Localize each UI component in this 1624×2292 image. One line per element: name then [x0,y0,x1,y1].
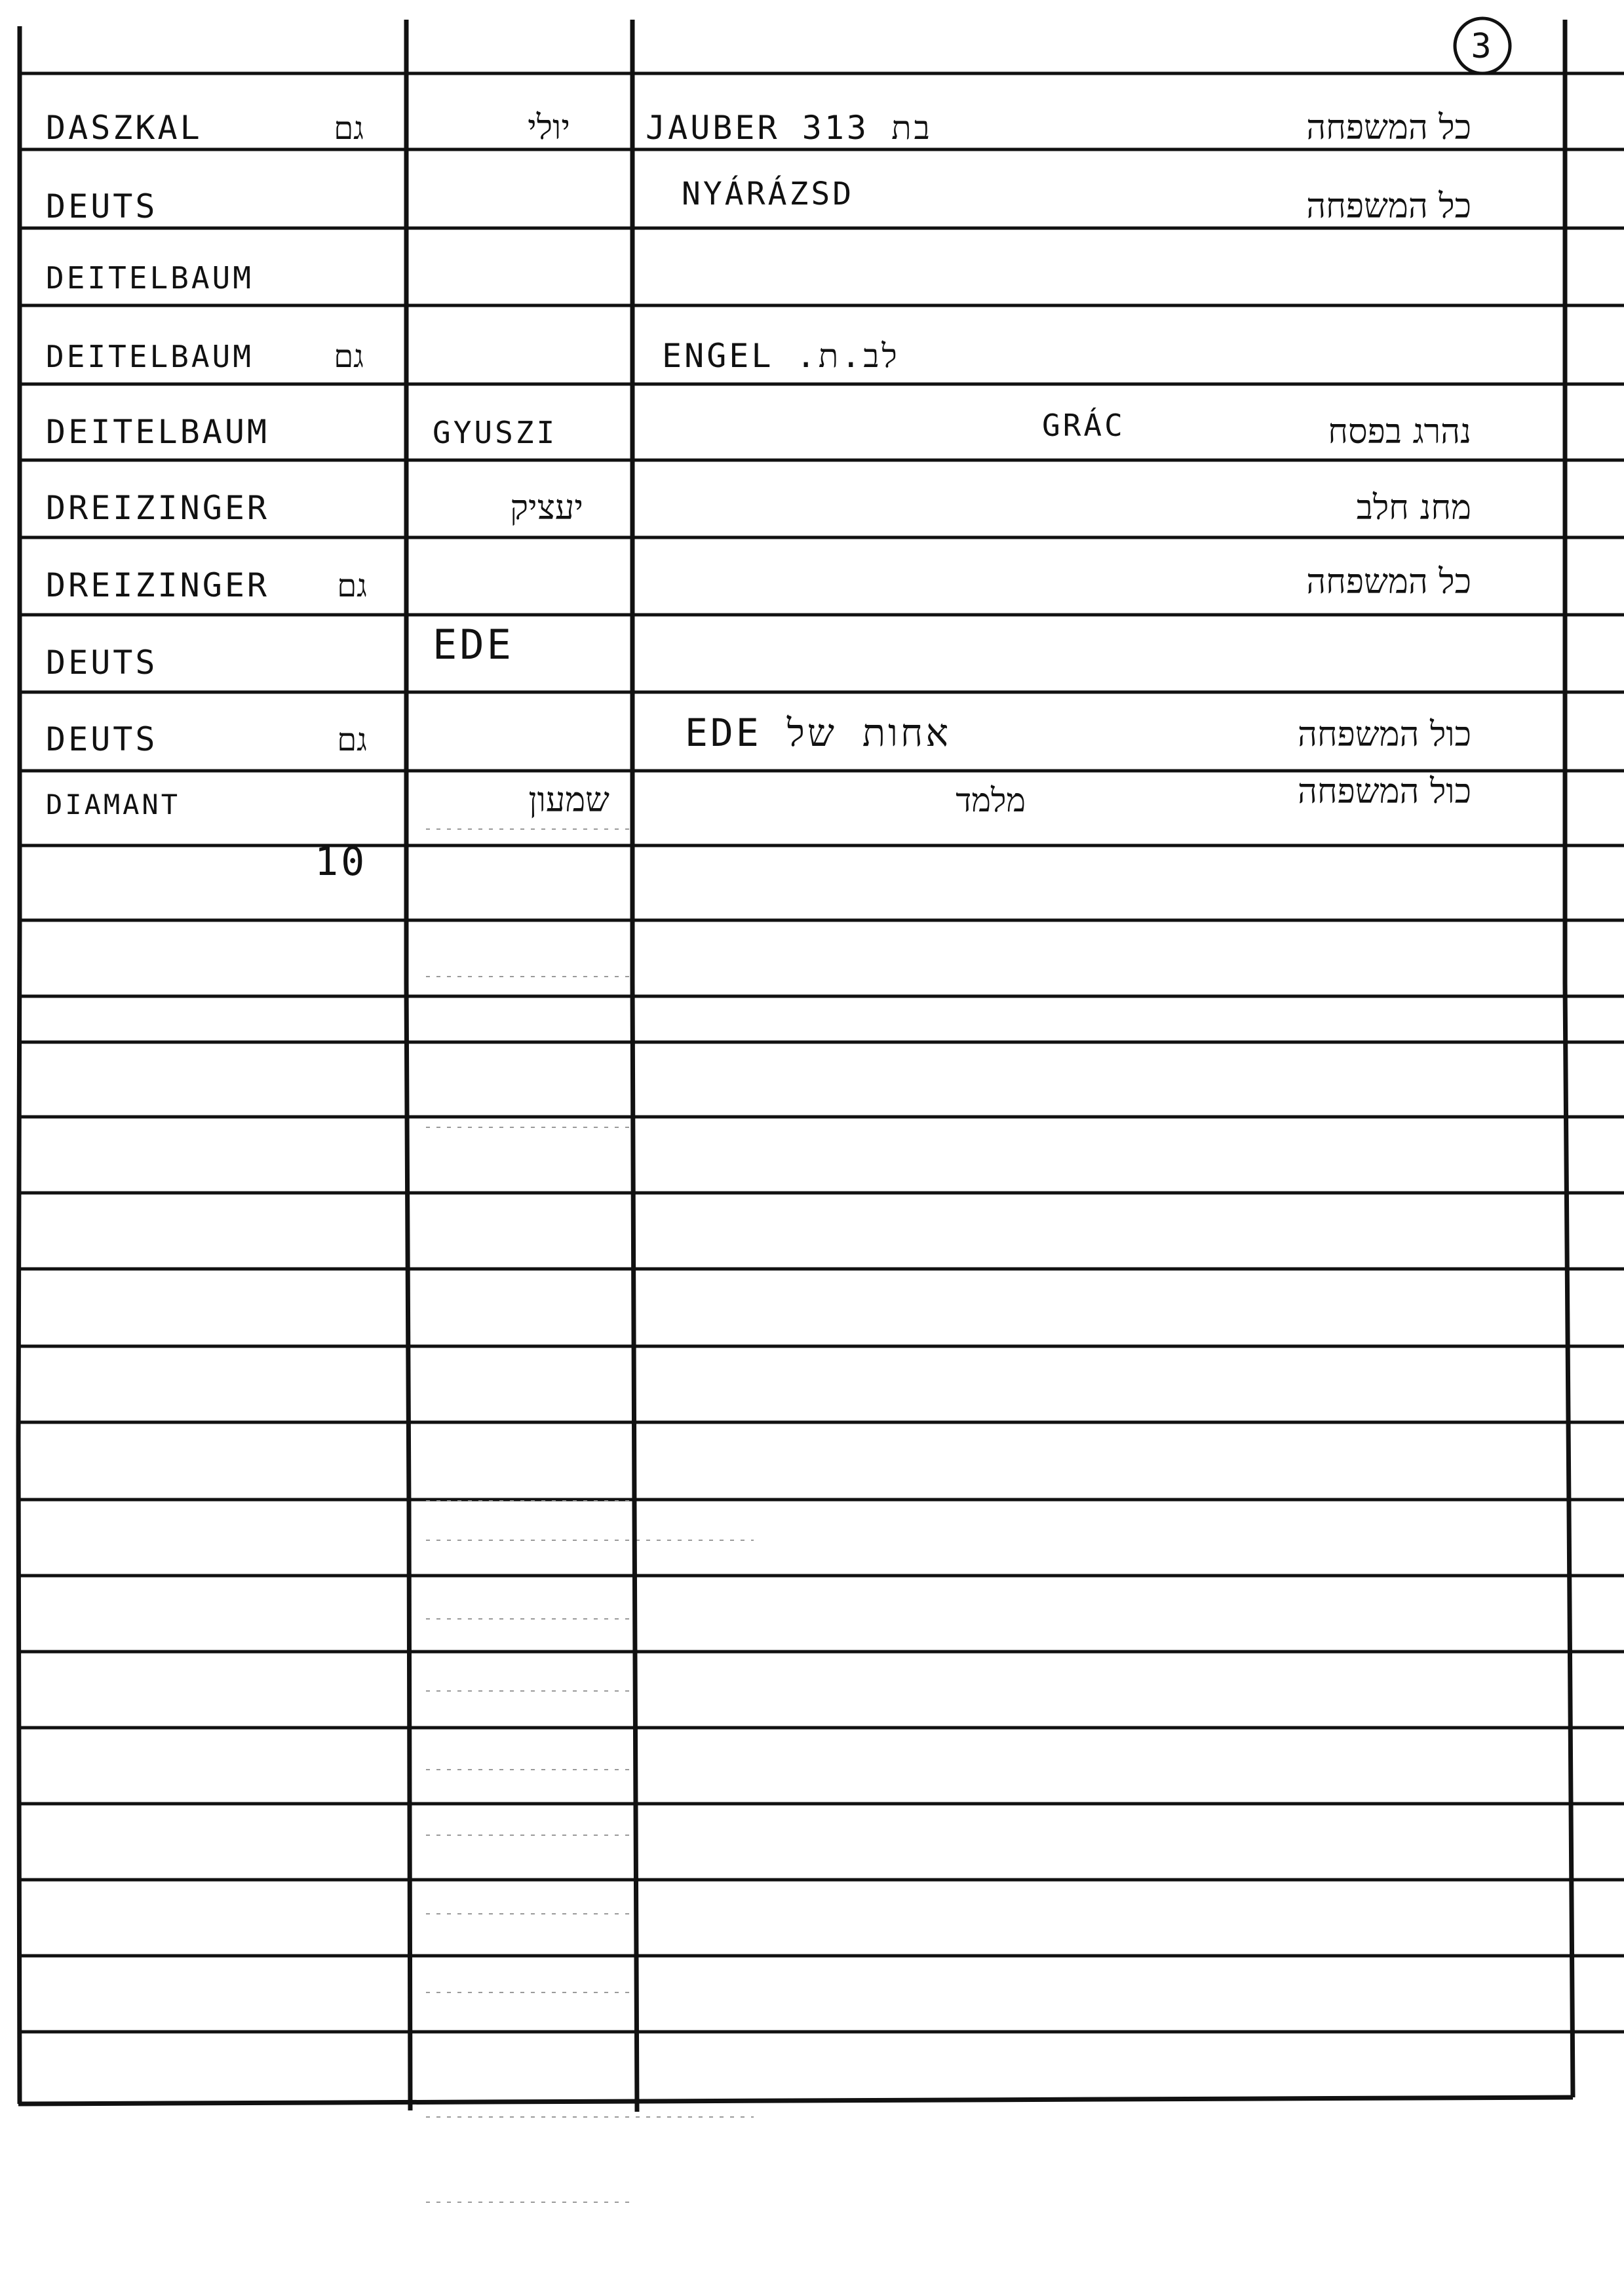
surname-cell: DEITELBAUM [46,339,254,374]
surname-mark: גם [337,722,367,758]
surname-cell: DREIZINGER [46,566,270,604]
given-name-cell: יולי [528,108,570,147]
family-note-cell: כל המשפחה [1306,562,1471,602]
family-note-cell: מחנ חלב [1356,488,1471,528]
list-item [46,488,1471,528]
list-item [46,408,1471,452]
spouse-note-cell: מלמד [956,781,1026,819]
surname-cell: DREIZINGER [46,489,270,527]
surname-cell: DIAMANT [46,788,181,821]
family-note-cell: נהרג בפסח [1328,412,1471,452]
given-name-cell: GYUSZI [433,415,558,450]
family-note-cell: כול המשפחה [1297,772,1471,811]
surname-cell: DASZKAL [46,109,203,147]
entry-count: 10 [315,839,368,885]
column-borders [18,20,1573,2112]
spouse-note-cell: GRÁC [1042,408,1125,443]
spouse-note-cell: EDE אחות של [685,710,952,755]
scan-artifacts [426,829,754,2202]
bottom-border [18,2097,1573,2104]
right-border [1565,20,1573,2097]
surname-cell: DEITELBAUM [46,260,254,296]
list-item [46,175,1471,226]
given-name-cell: EDE [433,621,514,669]
column-divider-1 [406,20,410,2110]
list-item [46,562,1471,604]
surname-mark: גם [334,110,364,147]
list-item [46,621,514,682]
left-border [18,26,20,2104]
surname-cell: DEUTS [46,187,158,225]
given-name-cell: יעציק [510,488,583,528]
surname-cell: DEUTS [46,720,158,758]
page-number-stamp [1455,18,1510,73]
spouse-note-cell: NYÁRÁZSD [682,176,855,212]
family-note-cell: כל המשפחה [1306,187,1471,226]
given-name-cell: שמעון [528,781,609,820]
spouse-note-cell: ENGEL .לב.ת [662,337,900,375]
list-item [46,772,1471,821]
surname-cell: DEITELBAUM [46,413,270,451]
family-note-cell: כול המשפחה [1297,715,1471,754]
list-item [46,337,900,375]
list-item [46,260,254,296]
surname-mark: גם [337,568,367,604]
spouse-note-cell: JAUBER 313 בת [646,109,933,147]
column-divider-2 [632,20,637,2112]
surname-mark: גם [334,338,364,375]
family-note-cell: כל המשפחה [1306,108,1471,147]
surname-cell: DEUTS [46,644,158,682]
list-item [46,710,1471,758]
list-item [46,108,1471,147]
page-number: 3 [1471,27,1494,66]
